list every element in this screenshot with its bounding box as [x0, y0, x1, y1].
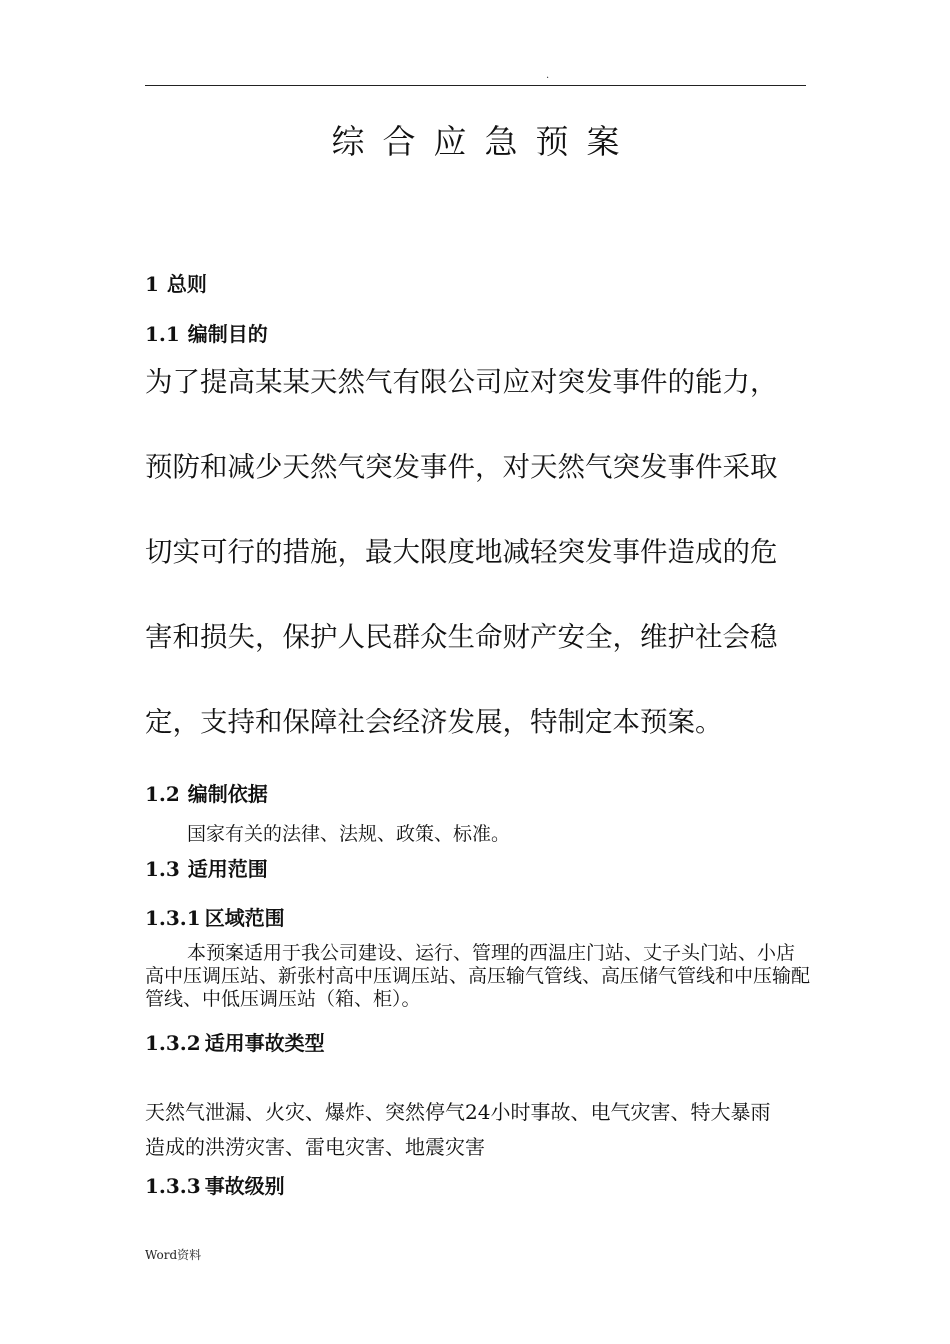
heading-text: 适用范围 — [187, 857, 268, 881]
purpose-line: 害和损失，保护人民群众生命财产安全，维护社会稳 — [145, 621, 778, 653]
purpose-paragraph — [145, 340, 810, 765]
document-title: 综合应急预案 — [331, 122, 638, 161]
footer-label: Word资料 — [145, 1248, 202, 1262]
purpose-line: 切实可行的措施，最大限度地减轻突发事件造成的危 — [145, 536, 778, 568]
heading-number: 1.3.2 — [145, 1031, 201, 1055]
heading-text: 事故级别 — [204, 1174, 285, 1198]
heading-number: 1.3.1 — [145, 906, 201, 930]
heading-1-3 — [145, 855, 268, 883]
heading-text: 区域范围 — [204, 906, 285, 930]
basis-paragraph: 国家有关的法律、法规、政策、标准。 — [187, 823, 511, 845]
heading-1-3-1 — [145, 904, 285, 932]
purpose-line: 预防和减少天然气突发事件，对天然气突发事件采取 — [145, 451, 778, 483]
heading-1-3-3 — [145, 1172, 285, 1200]
heading-text: 编制目的 — [187, 322, 268, 346]
heading-text: 编制依据 — [187, 782, 268, 806]
header-mark: . — [546, 70, 550, 81]
heading-1 — [145, 270, 207, 298]
header-rule — [145, 85, 806, 86]
heading-1-2 — [145, 780, 268, 808]
heading-number: 1.3 — [145, 857, 180, 881]
heading-text: 总则 — [166, 272, 207, 296]
scope-paragraph: 本预案适用于我公司建设、运行、管理的西温庄门站、丈子头门站、小店高中压调压站、新张村高中压调压站、高压输气管线、高压储气管线和中压输配管线、中低压调压站（箱、柜）。 — [145, 942, 811, 1010]
heading-number: 1 — [145, 272, 159, 296]
heading-number: 1.3.3 — [145, 1174, 201, 1198]
heading-number: 1.1 — [145, 322, 180, 346]
heading-number: 1.2 — [145, 782, 180, 806]
purpose-line: 为了提高某某天然气有限公司应对突发事件的能力， — [145, 366, 778, 398]
heading-1-3-2 — [145, 1029, 325, 1057]
purpose-line: 定，支持和保障社会经济发展，特制定本预案。 — [145, 706, 723, 738]
accident-types-line: 造成的洪涝灾害、雷电灾害、地震灾害 — [145, 1135, 485, 1159]
accident-types-paragraph — [145, 1095, 810, 1165]
heading-text: 适用事故类型 — [204, 1031, 325, 1055]
accident-types-line: 天然气泄漏、火灾、爆炸、突然停气24小时事故、电气灾害、特大暴雨 — [145, 1100, 771, 1124]
